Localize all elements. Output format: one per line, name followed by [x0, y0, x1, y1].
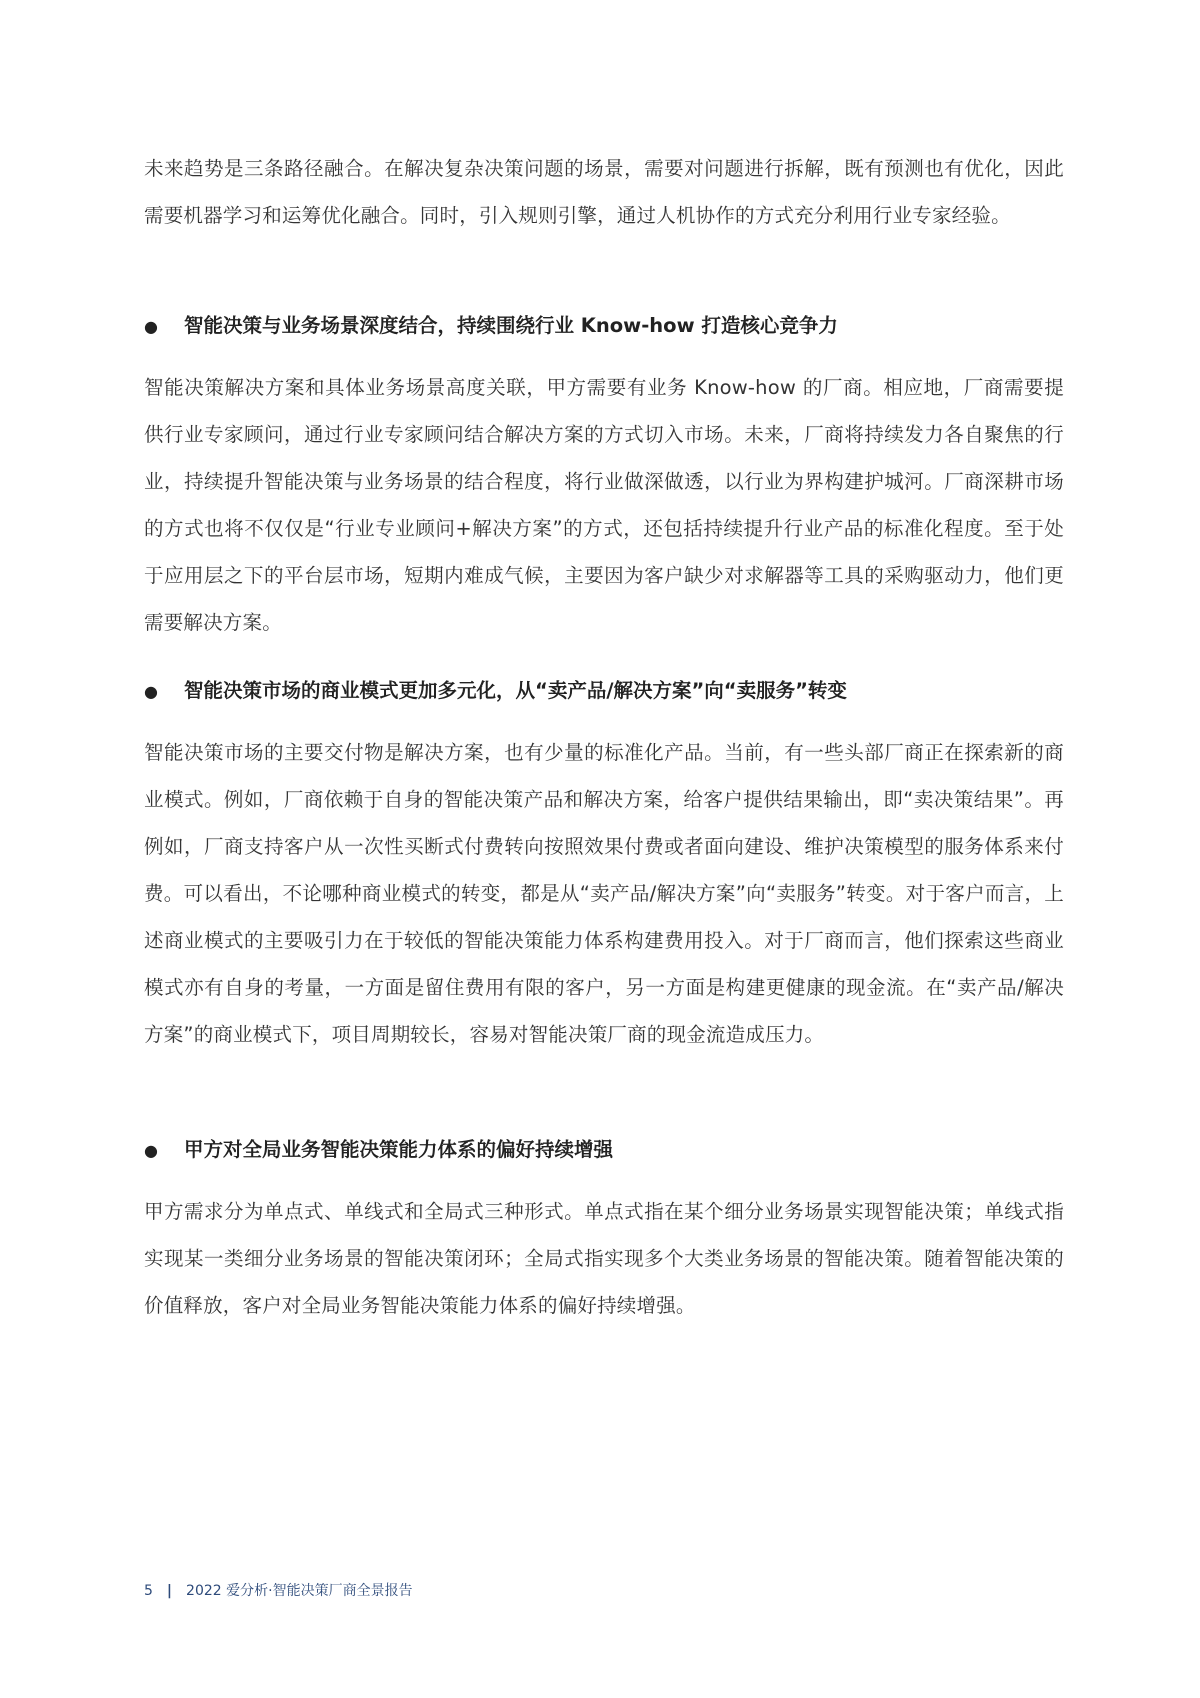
heading-text: 智能决策市场的商业模式更加多元化，从“卖产品/解决方案”向“卖服务”转变 — [184, 679, 847, 702]
paragraph-industry: 智能决策解决方案和具体业务场景高度关联，甲方需要有业务 Know-how 的厂商。相应地，厂商需要提供行业专家顾问，通过行业专家顾问结合解决方案的方式切入市场。未来，厂商将持续发力各自聚焦的行业，持续提升智能决策与业务场景的结合程度，将行业做深做透，以行业为界构建护城河。厂商深耕市场的方式也将不仅仅是“行业专业顾问+解决方案”的方式，还包括持续提升行业产品的标准化程度。至于处于应用层之下的平台层市场，短期内难成气候，主要因为客户缺少对求解器等工具的采购驱动力，他们更需要解决方案。 — [144, 376, 1064, 634]
footer-separator: | — [166, 1583, 173, 1599]
paragraph-business-model: 智能决策市场的主要交付物是解决方案，也有少量的标准化产品。当前，有一些头部厂商正在探索新的商业模式。例如，厂商依赖于自身的智能决策产品和解决方案，给客户提供结果输出，即“卖决策结果”。再例如，厂商支持客户从一次性买断式付费转向按照效果付费或者面向建设、维护决策模型的服务体系来付费。可以看出，不论哪种商业模式的转变，都是从“卖产品/解决方案”向“卖服务”转变。对于客户而言，上述商业模式的主要吸引力在于较低的智能决策能力体系构建费用投入。对于厂商而言，他们探索这些商业模式亦有自身的考量，一方面是留住费用有限的客户，另一方面是构建更健康的现金流。在“卖产品/解决方案”的商业模式下，项目周期较长，容易对智能决策厂商的现金流造成压力。 — [144, 741, 1064, 1046]
bullet-icon: ● — [144, 1141, 158, 1160]
section-heading-industry — [144, 311, 1084, 342]
page-number: 5 — [144, 1583, 153, 1599]
bullet-icon: ● — [144, 317, 158, 336]
heading-text: 智能决策与业务场景深度结合，持续围绕行业 Know-how 打造核心竞争力 — [184, 314, 838, 337]
section-heading-global — [144, 1135, 1084, 1166]
paragraph-trend: 未来趋势是三条路径融合。在解决复杂决策问题的场景，需要对问题进行拆解，既有预测也有优化，因此需要机器学习和运筹优化融合。同时，引入规则引擎，通过人机协作的方式充分利用行业专家经验。 — [144, 157, 1064, 227]
page-footer — [144, 1580, 413, 1600]
paragraph-global: 甲方需求分为单点式、单线式和全局式三种形式。单点式指在某个细分业务场景实现智能决策；单线式指实现某一类细分业务场景的智能决策闭环；全局式指实现多个大类业务场景的智能决策。随着智能决策的价值释放，客户对全局业务智能决策能力体系的偏好持续增强。 — [144, 1200, 1064, 1317]
report-title: 2022 爱分析·智能决策厂商全景报告 — [186, 1583, 413, 1599]
section-heading-business-model — [144, 676, 1084, 707]
heading-text: 甲方对全局业务智能决策能力体系的偏好持续增强 — [184, 1138, 614, 1161]
bullet-icon: ● — [144, 682, 158, 701]
